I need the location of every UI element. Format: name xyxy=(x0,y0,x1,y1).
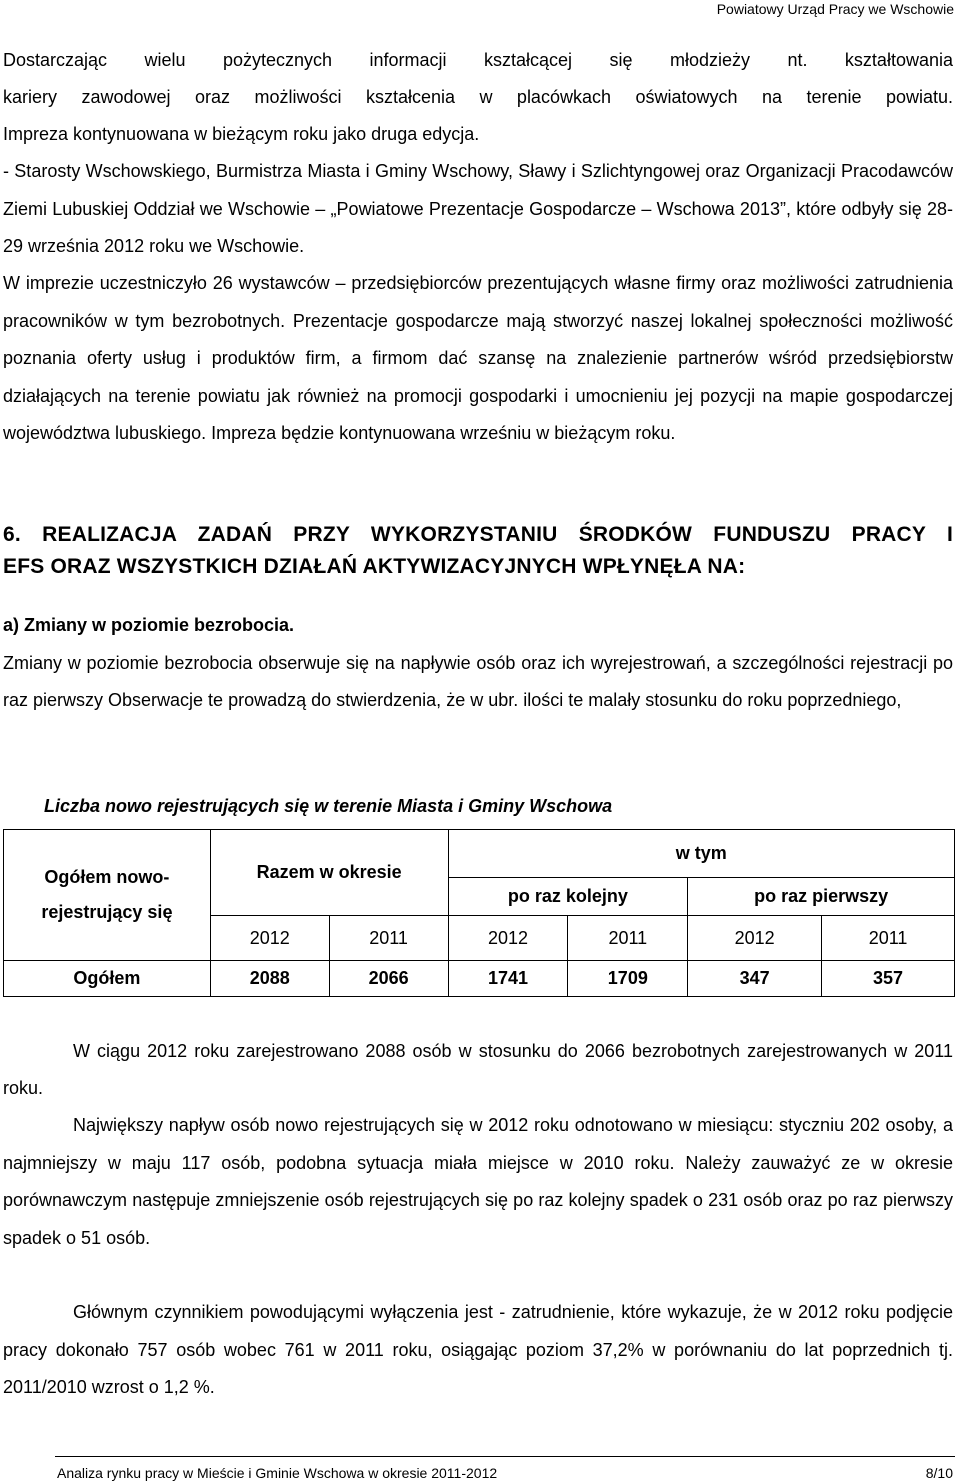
footer-title: Analiza rynku pracy w Mieście i Gminie Wschowa w okresie 2011-2012 xyxy=(57,1465,498,1481)
footer-divider xyxy=(55,1456,955,1457)
year-cell: 2011 xyxy=(568,916,688,961)
summary-paragraph-1: W ciągu 2012 roku zarejestrowano 2088 osób w stosunku do 2066 bezrobotnych zarejestrowanych w 2011 roku. xyxy=(3,1041,953,1098)
header-cell-kolejny: po raz kolejny xyxy=(448,878,688,916)
subsection-a-title: a) Zmiany w poziomie bezrobocia. xyxy=(3,615,295,635)
year-cell: 2012 xyxy=(448,916,568,961)
intro-line-2: kariery zawodowej oraz możliwości kształcenia w placówkach oświatowych na terenie powiatu. xyxy=(3,87,953,107)
year-cell: 2012 xyxy=(210,916,329,961)
header-cell-total: Razem w okresie xyxy=(210,830,448,916)
header-cell-wtym: w tym xyxy=(448,830,954,878)
value-cell: 1741 xyxy=(448,961,568,997)
header-cell-main xyxy=(4,830,211,961)
value-cell: 357 xyxy=(822,961,955,997)
section-6-heading xyxy=(3,519,953,583)
value-cell: 2066 xyxy=(329,961,448,997)
summary-paragraph-3: Głównym czynnikiem powodującymi wyłączenia jest - zatrudnienie, które wykazuje, że w 2012 roku podjęcie pracy dokonało 757 osób wobec 761 w 2011 roku, osiągając poziom 37,2% w porównaniu do lat poprzednich tj. 2011/2010 wzrost o 1,2 %. xyxy=(3,1302,953,1397)
patronage-paragraph: - Starosty Wschowskiego, Burmistrza Miasta i Gminy Wschowy, Sławy i Szlichtyngowej oraz Organizacji Pracodawców Ziemi Lubuskiej Oddział we Wschowie – „Powiatowe Prezentacje Gospodarcze – Wschowa 2013”, które odbyły się 28-29 września 2012 roku we Wschowie. xyxy=(3,161,953,256)
row-label-cell: Ogółem xyxy=(4,961,211,997)
fair-paragraph: W imprezie uczestniczyło 26 wystawców – przedsiębiorców prezentujących własne firmy oraz możliwości zatrudnienia pracowników w tym bezrobotnych. Prezentacje gospodarcze mają stworzyć naszej lokalnej społeczności możliwość poznania oferty usług i produktów firm, a firmom dać szansę na znalezienie partnerów wśród przedsiębiorstw działających na terenie powiatu jak również na promocji gospodarki i umocnieniu jej pozycji na mapie gospodarczej województwa lubuskiego. Impreza będzie kontynuowana wrześniu w bieżącym roku. xyxy=(3,273,953,443)
header-main-line-2: rejestrujący się xyxy=(41,902,173,922)
page-number: 8/10 xyxy=(925,1465,953,1481)
value-cell: 347 xyxy=(688,961,822,997)
page-header: Powiatowy Urząd Pracy we Wschowie xyxy=(716,1,954,17)
value-cell: 2088 xyxy=(210,961,329,997)
value-cell: 1709 xyxy=(568,961,688,997)
year-cell: 2011 xyxy=(822,916,955,961)
year-cell: 2012 xyxy=(688,916,822,961)
intro-line-3: Impreza kontynuowana w bieżącym roku jako druga edycja. xyxy=(3,124,480,144)
summary-paragraph-2: Największy napływ osób nowo rejestrujących się w 2012 roku odnotowano w miesiącu: styczniu 202 osoby, a najmniejszy w maju 117 osób, podobna sytuacja miała miejsce w 2010 roku. Należy zauważyć ze w okresie porównawczym następuje zmniejszenie osób rejestrujących się po raz kolejny spadek o 231 osób oraz po raz pierwszy spadek o 51 osób. xyxy=(3,1115,953,1248)
header-main-line-1: Ogółem nowo- xyxy=(44,867,170,887)
year-cell: 2011 xyxy=(329,916,448,961)
table-total-row xyxy=(4,961,955,997)
subsection-a-paragraph: Zmiany w poziomie bezrobocia obserwuje się na napływie osób oraz ich wyrejestrowań, a szczególności rejestracji po raz pierwszy Obserwacje te prowadzą do stwierdzenia, że w ubr. ilości te malały stosunku do roku poprzedniego, xyxy=(3,653,953,710)
intro-line-1: Dostarczając wielu pożytecznych informacji kształcącej się młodzieży nt. kształtowania xyxy=(3,50,953,70)
section-6-heading-line-2: EFS ORAZ WSZYSTKICH DZIAŁAŃ AKTYWIZACYJNYCH WPŁYNĘŁA NA: xyxy=(3,555,746,578)
table-header-row-1 xyxy=(4,830,955,878)
header-cell-pierwszy: po raz pierwszy xyxy=(688,878,955,916)
table-caption: Liczba nowo rejestrujących się w terenie Miasta i Gminy Wschowa xyxy=(44,796,613,816)
registrations-table xyxy=(3,829,955,997)
intro-paragraph xyxy=(3,42,953,153)
section-6-heading-line-1: 6. REALIZACJA ZADAŃ PRZY WYKORZYSTANIU ŚRODKÓW FUNDUSZU PRACY I xyxy=(3,523,953,546)
